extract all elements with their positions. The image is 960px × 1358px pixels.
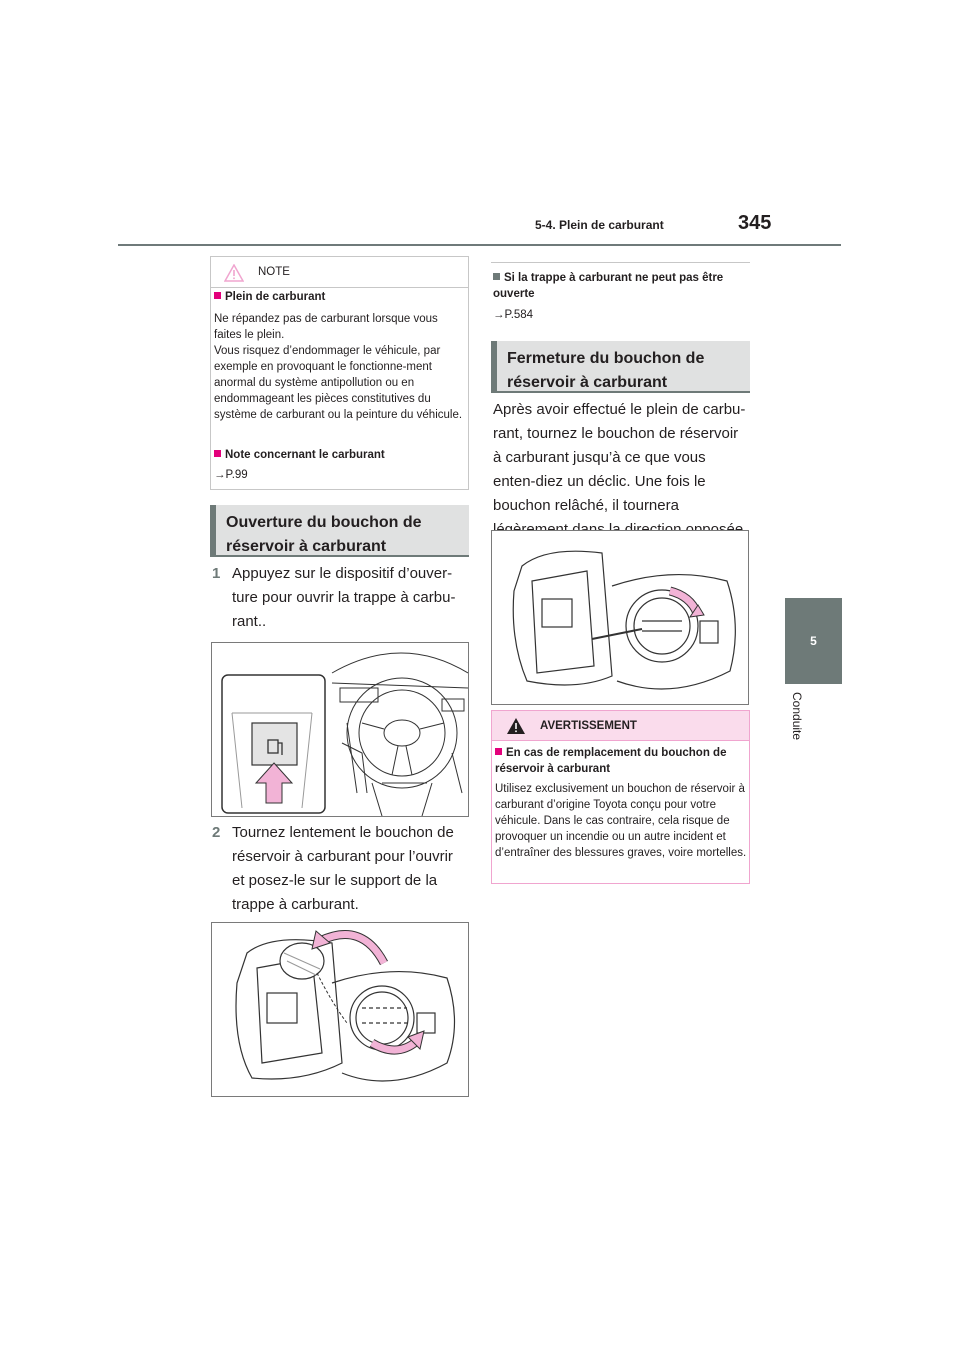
section-title-bar xyxy=(210,505,469,557)
header-rule xyxy=(118,244,841,246)
note-item-heading: Note concernant le carburant xyxy=(214,449,464,461)
warning-triangle-icon xyxy=(506,717,526,735)
note-heading: Si la trappe à carburant ne peut pas être ouverte xyxy=(493,272,724,300)
note-item-text: Ne répandez pas de carburant lorsque vous faites le plein. Vous risquez d’endommager le véhicule, par exemple en provoquant le fonctionne-ment anormal du système antipollution ou en endommageant les pièces constitutives du système de carburant ou la peinture du véhicule. xyxy=(214,313,463,421)
chapter-number: 5 xyxy=(810,634,817,648)
fuel-door-closing-illustration xyxy=(492,531,748,704)
fuel-door-open-illustration xyxy=(212,923,468,1096)
step-text: Appuyez sur le dispositif d’ouver-ture pour ouvrir la trappe à carbu-rant.. xyxy=(232,565,456,630)
square-bullet-icon xyxy=(214,292,221,299)
warning-title: AVERTISSEMENT xyxy=(540,720,637,732)
page-number: 345 xyxy=(738,212,772,234)
warning-header xyxy=(491,710,750,741)
caution-triangle-icon xyxy=(224,264,244,282)
body-paragraph: Après avoir effectué le plein de carbu-rant, tournez le bouchon de réservoir à carburant jusqu’à ce que vous enten-diez un déclic. Une fois le bouchon relâché, il tournera xyxy=(493,401,746,514)
figure-fuel-cap-closing xyxy=(491,530,749,705)
callout-detail xyxy=(222,675,325,813)
figure-fuel-cap-open xyxy=(211,922,469,1097)
step-number: 1 xyxy=(212,565,221,582)
section-title-line: réservoir à carburant xyxy=(226,538,387,555)
note-item-heading: Plein de carburant xyxy=(214,291,464,303)
square-bullet-icon xyxy=(493,273,500,280)
dashboard-illustration xyxy=(212,643,468,816)
square-bullet-icon xyxy=(495,748,502,755)
figure-dashboard xyxy=(211,642,469,817)
fuel-cap xyxy=(280,943,347,1023)
section-header: 5-4. Plein de carburant xyxy=(535,218,664,232)
section-title-line: réservoir à carburant xyxy=(507,374,668,391)
square-bullet-icon xyxy=(214,450,221,457)
warning-text: Utilisez exclusivement un bouchon de réservoir à carburant d’origine Toyota conçu pour votre véhicule. Dans le cas contraire, cela risque de provoquer un incendie ou un autre incident et d’entraîner des blessures graves, voire mortelles. xyxy=(495,783,747,859)
step-number: 2 xyxy=(212,824,221,841)
page-reference-link[interactable]: →P.584 xyxy=(493,309,534,321)
section-title-bar xyxy=(491,341,750,393)
warning-heading: En cas de remplacement du bouchon de réservoir à carburant xyxy=(495,747,727,775)
page-reference-link[interactable]: →P.99 xyxy=(214,469,248,481)
section-title-line: Ouverture du bouchon de xyxy=(226,514,422,531)
note-header xyxy=(210,256,469,288)
section-title-line: Fermeture du bouchon de xyxy=(507,350,705,367)
step-text: Tournez lentement le bouchon de réservoir à carburant pour l’ouvrir et posez-le sur le support de la trappe à carburant. xyxy=(232,824,454,913)
chapter-label: Conduite xyxy=(790,692,804,741)
note-title: NOTE xyxy=(258,266,290,278)
divider xyxy=(491,262,750,263)
